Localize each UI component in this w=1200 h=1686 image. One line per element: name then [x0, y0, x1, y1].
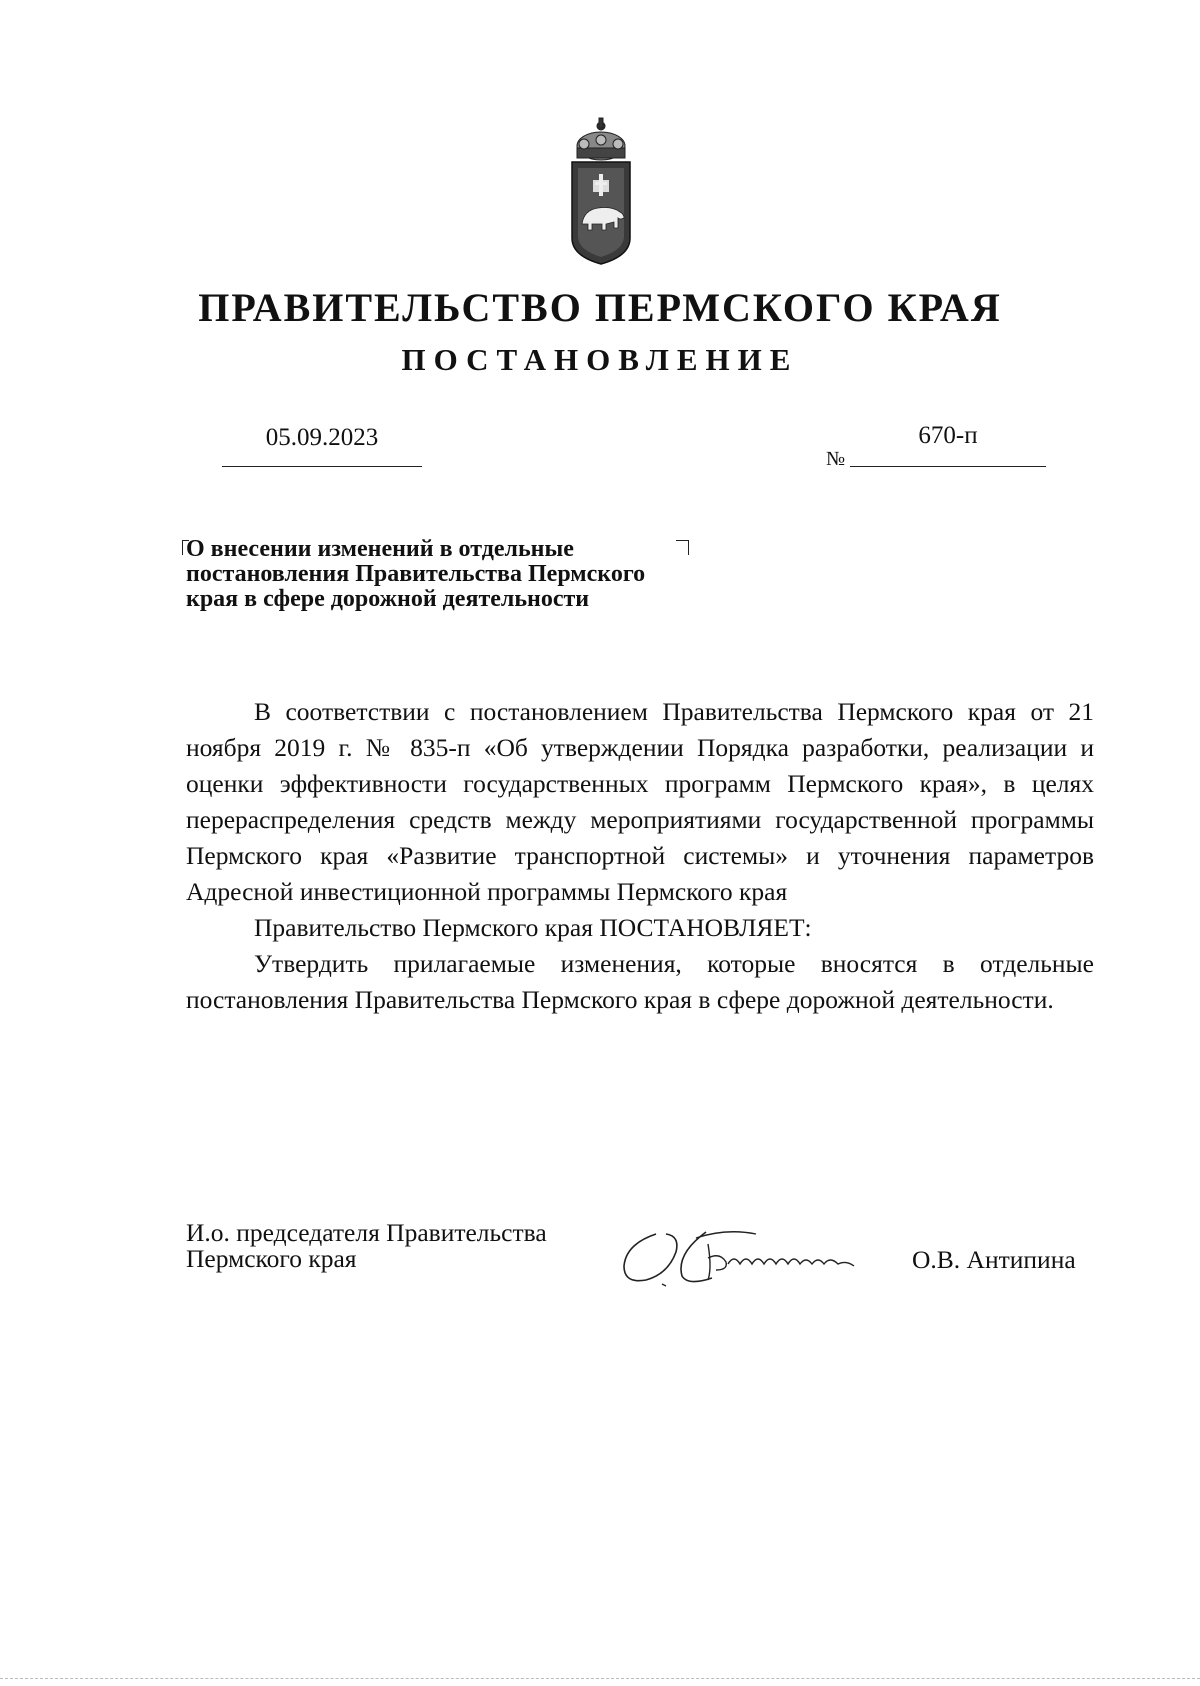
date-underline: [222, 466, 422, 467]
document-subject: [186, 537, 746, 612]
body-paragraph-resolves: Правительство Пермского края ПОСТАНОВЛЯЕТ:: [254, 913, 812, 942]
signer-position-line: И.о. председателя Правительства: [186, 1218, 547, 1247]
signer-name: О.В. Антипина: [912, 1245, 1076, 1274]
subject-line: постановления Правительства Пермского: [186, 561, 646, 587]
document-date: 05.09.2023: [265, 424, 379, 451]
signer-position: [186, 1220, 547, 1272]
number-sign: №: [826, 448, 846, 470]
subject-line: О внесении изменений в отдельные: [186, 536, 574, 562]
number-underline: [850, 466, 1046, 467]
document-number: 670-п: [918, 422, 978, 449]
coat-of-arms-emblem: [562, 116, 640, 268]
body-paragraph-approve: Утвердить прилагаемые изменения, которые вносятся в отдельные постановления Правительства Пермского края в сфере дорожной деятельности.: [186, 949, 1094, 1014]
body-paragraph-basis: В соответствии с постановлением Правительства Пермского края от 21 ноября 2019 г. № 835-п «Об утверждении Порядка разработки, реализации и оценки эффективности государственных программ Пермского края», в целях перераспределения средств между мероприятиями государственной программы Пермского края «Развитие транспортной системы» и уточнения параметров Адресной инвестиционной программы Пермского края: [186, 697, 1094, 906]
signer-position-line: Пермского края: [186, 1244, 357, 1273]
handwritten-signature: [616, 1224, 916, 1292]
document-body: [186, 694, 1094, 1018]
subject-line: края в сфере дорожной деятельности: [186, 586, 590, 612]
document-type-title: ПОСТАНОВЛЕНИЕ: [401, 342, 799, 377]
page-bottom-edge: [0, 1678, 1200, 1679]
organization-title: ПРАВИТЕЛЬСТВО ПЕРМСКОГО КРАЯ: [198, 285, 1002, 330]
